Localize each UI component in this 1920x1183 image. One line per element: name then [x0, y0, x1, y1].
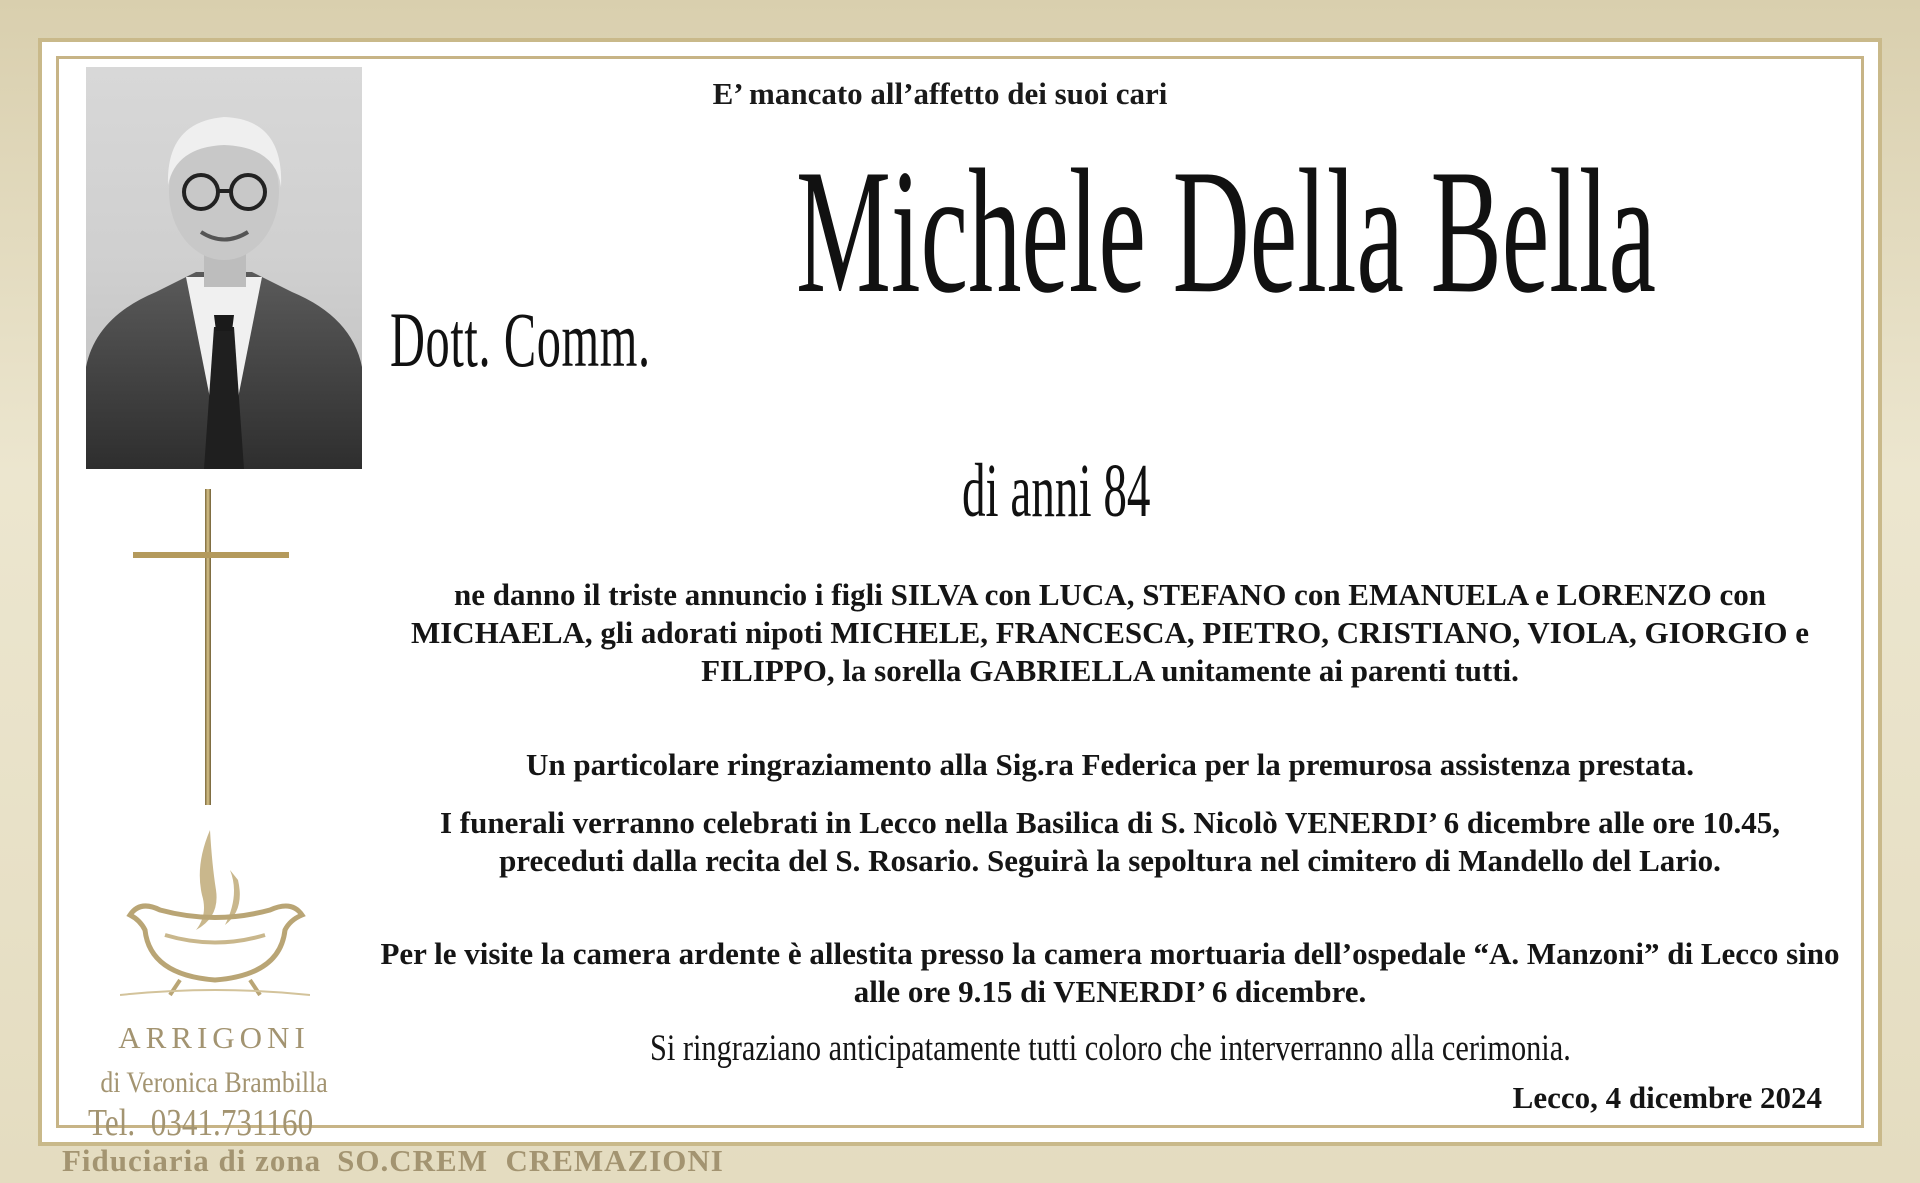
funeral-paragraph: I funerali verranno celebrati in Lecco nella Basilica di S. Nicolò VENERDI’ 6 dicembre alle ore 10.45, preceduti dalla recita del S. Rosario. Seguirà la sepoltura nel cimitero di Mandello del Lario. — [439, 805, 1781, 878]
agency-name: ARRIGONI — [118, 1020, 310, 1055]
honorific: Dott. Comm. — [390, 296, 651, 383]
gratitude-paragraph: Un particolare ringraziamento alla Sig.ra Federica per la premurosa assistenza prestata. — [525, 747, 1695, 782]
intro-line: E’ mancato all’affetto dei suoi cari — [712, 76, 1168, 111]
age-line: di anni 84 — [962, 449, 1151, 533]
portrait-photo — [86, 67, 362, 469]
agency-subtitle: di Veronica Brambilla — [100, 1066, 328, 1099]
footer-left-text: Fiduciaria di zona — [62, 1143, 322, 1178]
agency-phone: Tel. 0341.731160 — [88, 1102, 314, 1144]
footer-right-text: SO.CREM CREMAZIONI — [337, 1143, 724, 1178]
announcement-paragraph: ne danno il triste annuncio i figli SILVA con LUCA, STEFANO con EMANUELA e LORENZO con MICHAELA, gli adorati nipoti MICHELE, FRANCESCA, PIETRO, CRISTIANO, VIOLA, GIORGIO e FILIPPO, la sorella GABRIELLA unitamente ai parenti tutti. — [410, 577, 1810, 688]
place-date: Lecco, 4 dicembre 2024 — [1512, 1080, 1822, 1115]
cross-icon — [125, 485, 297, 807]
agency-footer — [62, 1143, 724, 1179]
visits-paragraph: Per le visite la camera ardente è allestita presso la camera mortuaria dell’ospedale “A. Manzoni” di Lecco sino alle ore 9.15 di VENERDI’ 6 dicembre. — [380, 936, 1840, 1009]
deceased-name: Michele Della Bella — [796, 132, 1656, 330]
urn-flame-icon — [120, 825, 310, 1000]
thanks-line: Si ringraziano anticipatamente tutti coloro che interverranno alla cerimonia. — [650, 1028, 1571, 1069]
